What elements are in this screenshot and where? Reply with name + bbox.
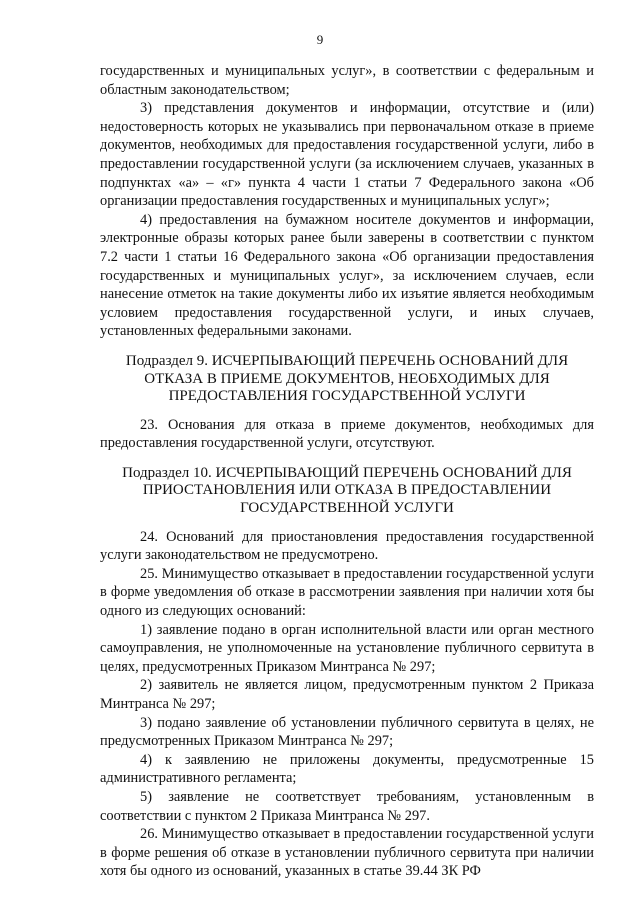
paragraph: 3) представления документов и информации, отсутствие и (или) недостоверность которых не указывались при первоначальном отказе в приеме документов, необходимых для предоставления государственной услуги, либо в предоставлении государственной услуги (за исключением случаев, указанных в подпунктах «а» – «г» пункта 4 части 1 статьи 7 Федерального закона «Об организации предоставления государственных и муниципальных услуг»; (100, 100, 594, 210)
section-heading-line: ОТКАЗА В ПРИЕМЕ ДОКУМЕНТОВ, НЕОБХОДИМЫХ ДЛЯ (144, 370, 550, 387)
paragraph: 4) к заявлению не приложены документы, предусмотренные 15 административного регламента; (100, 751, 594, 787)
document-body (100, 62, 594, 881)
paragraph: 1) заявление подано в орган исполнительной власти или орган местного самоуправления, не уполномоченные на установление публичного сервитута в целях, предусмотренных Приказом Минтранса № 297; (100, 621, 594, 675)
section-heading-line: ГОСУДАРСТВЕННОЙ УСЛУГИ (240, 500, 454, 517)
section-heading-line: Подраздел 10. ИСЧЕРПЫВАЮЩИЙ ПЕРЕЧЕНЬ ОСНОВАНИЙ ДЛЯ (122, 464, 572, 481)
paragraph: 26. Минимущество отказывает в предоставлении государственной услуги в форме решения об отказе в установлении публичного сервитута при наличии хотя бы одного из оснований, указанных в статье 39.44 ЗК РФ (100, 826, 594, 880)
section-heading-line: Подраздел 9. ИСЧЕРПЫВАЮЩИЙ ПЕРЕЧЕНЬ ОСНОВАНИЙ ДЛЯ (125, 352, 569, 369)
section-heading-line: ПРИОСТАНОВЛЕНИЯ ИЛИ ОТКАЗА В ПРЕДОСТАВЛЕНИИ (142, 482, 552, 499)
paragraph: государственных и муниципальных услуг», в соответствии с федеральным и областным законодательством; (100, 63, 594, 98)
paragraph: 3) подано заявление об установлении публичного сервитута в целях, не предусмотренных Приказом Минтранса № 297; (100, 714, 594, 750)
paragraph: 2) заявитель не является лицом, предусмотренным пунктом 2 Приказа Минтранса № 297; (100, 677, 594, 712)
paragraph: 24. Оснований для приостановления предоставления государственной услуги законодательством не предусмотрено. (100, 528, 594, 564)
paragraph: 5) заявление не соответствует требованиям, установленным в соответствии с пунктом 2 Приказа Минтранса № 297. (100, 788, 594, 824)
section-heading (100, 353, 594, 406)
paragraph: 25. Минимущество отказывает в предоставлении государственной услуги в форме уведомления об отказе в рассмотрении заявления при наличии хотя бы одного из следующих оснований: (100, 565, 594, 620)
paragraph: 23. Основания для отказа в приеме документов, необходимых для предоставления государственной услуги, отсутствуют. (100, 416, 594, 452)
paragraph: 4) предоставления на бумажном носителе документов и информации, электронные образы которых ранее были заверены в соответствии с пунктом 7.2 части 1 статьи 16 Федерального закона «Об организации предоставления государственных и муниципальных услуг», за исключением случаев, если нанесение отметок на такие документы либо их изъятие является необходимым условием предоставления государственной услуги, и иных случаев, установленных федеральными законами. (100, 211, 594, 340)
section-heading (100, 465, 594, 518)
section-heading-line: ПРЕДОСТАВЛЕНИЯ ГОСУДАРСТВЕННОЙ УСЛУГИ (168, 388, 526, 405)
page-number: 9 (316, 32, 324, 47)
